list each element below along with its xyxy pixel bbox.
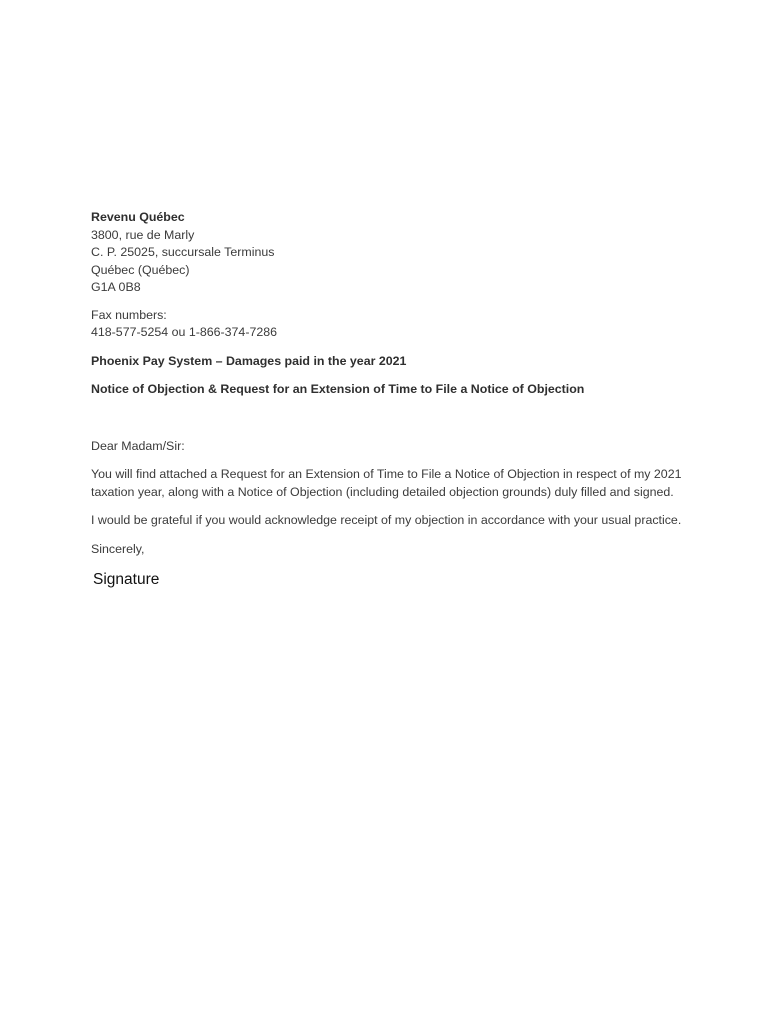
fax-block [91, 307, 691, 342]
address-line-1: 3800, rue de Marly [91, 227, 195, 242]
closing: Sincerely, [91, 541, 145, 556]
signature: Signature [93, 571, 160, 588]
recipient-name: Revenu Québec [91, 210, 185, 224]
fax-numbers: 418-577-5254 ou 1-866-374-7286 [91, 325, 278, 339]
fax-label: Fax numbers: [91, 307, 167, 322]
body-paragraph-1: You will find attached a Request for an Extension of Time to File a Notice of Objection in respect of my 2021 taxation year, along with a Notice of Objection (including detailed objection grounds) duly filled and signed. [91, 467, 682, 499]
salutation: Dear Madam/Sir: [91, 438, 185, 453]
address-line-3: Québec (Québec) [91, 262, 190, 277]
subject-line-2: Notice of Objection & Request for an Extension of Time to File a Notice of Objection [91, 382, 585, 396]
recipient-address-block [91, 209, 691, 297]
letter-body [91, 209, 691, 590]
subject-line-1: Phoenix Pay System – Damages paid in the year 2021 [91, 353, 407, 368]
body-paragraph-2: I would be grateful if you would acknowledge receipt of my objection in accordance with your usual practice. [91, 513, 682, 527]
postal-code: G1A 0B8 [91, 280, 141, 294]
address-line-2: C. P. 25025, succursale Terminus [91, 245, 275, 259]
